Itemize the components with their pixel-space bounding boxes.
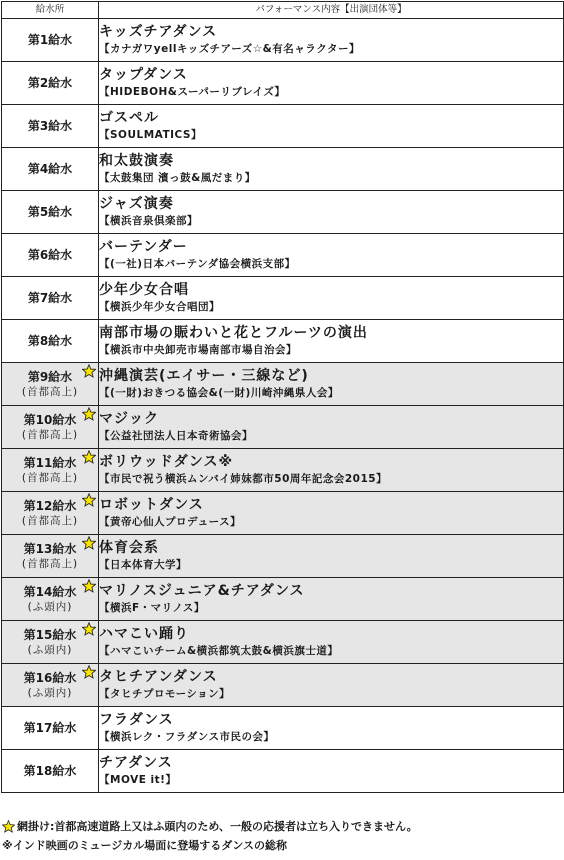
table-header-row [2, 2, 564, 19]
station-name: 第13給水 [23, 541, 77, 556]
station-cell [2, 62, 99, 105]
asterisk-note-text: ※インド映画のミュージカル場面に登場するダンスの総称 [2, 839, 288, 852]
performance-title: マジック [99, 411, 159, 427]
performer-group: 【MOVE it!】 [99, 774, 177, 786]
station-name: 第3給水 [27, 118, 73, 133]
performance-cell [99, 492, 564, 535]
performer-group: 【横浜少年少女合唱団】 [99, 301, 220, 313]
performer-group: 【横浜音泉倶楽部】 [99, 215, 198, 227]
station-location: (首都高上) [21, 514, 79, 527]
table-row [2, 19, 564, 62]
table-row [2, 535, 564, 578]
performer-group: 【(一社)日本バーテンダ協会横浜支部】 [99, 258, 296, 270]
star-icon [82, 536, 96, 550]
star-icon [2, 820, 15, 833]
star-note-text: 網掛け:首都高速道路上又はふ頭内のため、一般の応援者は立ち入りできません。 [17, 820, 418, 833]
performer-group: 【HIDEBOH&スーパーリブレイズ】 [99, 86, 286, 98]
performer-group: 【横浜F・マリノス】 [99, 602, 205, 614]
performance-cell [99, 664, 564, 707]
performance-title: 沖縄演芸(エイサー・三線など) [99, 368, 309, 384]
performance-title: フラダンス [99, 712, 174, 728]
footnotes [2, 817, 562, 855]
station-cell [2, 535, 99, 578]
performer-group: 【横浜市中央卸売市場南部市場自治会】 [99, 344, 297, 356]
table-row [2, 191, 564, 234]
station-name: 第1給水 [27, 32, 73, 47]
performance-cell [99, 191, 564, 234]
star-icon [82, 622, 96, 636]
station-location: (ふ頭内) [27, 600, 73, 613]
performance-cell [99, 62, 564, 105]
table-row [2, 277, 564, 320]
table-row [2, 62, 564, 105]
station-name: 第5給水 [27, 204, 73, 219]
table-row [2, 105, 564, 148]
performance-title: 体育会系 [99, 540, 159, 556]
performance-title: ボリウッドダンス※ [99, 454, 234, 470]
station-cell [2, 664, 99, 707]
station-name: 第6給水 [27, 247, 73, 262]
table-row [2, 750, 564, 793]
station-location: (首都高上) [21, 428, 79, 441]
star-icon [82, 493, 96, 507]
performance-cell [99, 707, 564, 750]
performer-group: 【ハマこいチーム&横浜都筑太鼓&横浜旗士道】 [99, 645, 339, 657]
performance-cell [99, 406, 564, 449]
performance-cell [99, 750, 564, 793]
star-icon [82, 364, 96, 378]
station-location: (ふ頭内) [27, 686, 73, 699]
performer-group: 【太鼓集団 濱っ鼓&風だまり】 [99, 172, 256, 184]
station-cell [2, 621, 99, 664]
performance-cell [99, 621, 564, 664]
performance-title: タヒチアンダンス [99, 669, 218, 685]
performance-title: バーテンダー [99, 239, 188, 255]
station-name: 第2給水 [27, 75, 73, 90]
table-row [2, 148, 564, 191]
table-row [2, 234, 564, 277]
station-name: 第12給水 [23, 498, 77, 513]
station-cell [2, 578, 99, 621]
station-name: 第15給水 [23, 627, 77, 642]
performance-title: マリノスジュニア&チアダンス [99, 583, 305, 599]
station-cell [2, 320, 99, 363]
star-icon [82, 407, 96, 421]
station-cell [2, 363, 99, 406]
station-name: 第11給水 [23, 455, 77, 470]
performance-title: チアダンス [99, 755, 173, 771]
performance-title: ロボットダンス [99, 497, 204, 513]
station-cell [2, 406, 99, 449]
performance-cell [99, 234, 564, 277]
station-cell [2, 492, 99, 535]
station-cell [2, 191, 99, 234]
performance-cell [99, 535, 564, 578]
station-location: (首都高上) [21, 557, 79, 570]
station-cell [2, 148, 99, 191]
table-row [2, 707, 564, 750]
station-name: 第17給水 [23, 720, 77, 735]
performance-title: 南部市場の賑わいと花とフルーツの演出 [99, 325, 368, 341]
station-cell [2, 449, 99, 492]
station-location: (ふ頭内) [27, 643, 73, 656]
station-location: (首都高上) [21, 471, 79, 484]
star-icon [82, 450, 96, 464]
table-row [2, 449, 564, 492]
header-performance: パフォーマンス内容【出演団体等】 [99, 2, 564, 19]
station-cell [2, 105, 99, 148]
performance-title: タップダンス [99, 67, 188, 83]
star-icon [82, 579, 96, 593]
performance-title: ハマこい踊り [99, 626, 189, 642]
performance-cell [99, 105, 564, 148]
station-name: 第4給水 [27, 161, 73, 176]
performance-cell [99, 449, 564, 492]
performer-group: 【カナガワyellキッズチアーズ☆&有名ャラクター】 [99, 43, 361, 55]
performance-cell [99, 19, 564, 62]
performance-title: ゴスペル [99, 110, 159, 126]
performer-group: 【(一財)おきつる協会&(一財)川崎沖縄県人会】 [99, 387, 339, 399]
station-name: 第16給水 [23, 670, 77, 685]
performer-group: 【黄帝心仙人プロデュース】 [99, 516, 242, 528]
performance-cell [99, 363, 564, 406]
station-name: 第7給水 [27, 290, 73, 305]
performer-group: 【横浜レク・フラダンス市民の会】 [99, 731, 275, 743]
table-row [2, 621, 564, 664]
performer-group: 【タヒチプロモーション】 [99, 688, 231, 700]
station-name: 第8給水 [27, 333, 73, 348]
performance-schedule-table [1, 1, 564, 793]
performance-title: ジャズ演奏 [99, 196, 174, 212]
station-cell [2, 277, 99, 320]
performance-cell [99, 320, 564, 363]
station-location: (首都高上) [21, 385, 79, 398]
station-cell [2, 750, 99, 793]
performance-title: 少年少女合唱 [99, 282, 189, 298]
asterisk-note [2, 836, 562, 855]
station-name: 第10給水 [23, 412, 77, 427]
performer-group: 【SOULMATICS】 [99, 129, 202, 141]
table-row [2, 406, 564, 449]
station-name: 第18給水 [23, 763, 77, 778]
table-row [2, 578, 564, 621]
performer-group: 【公益社団法人日本奇術協会】 [99, 430, 253, 442]
performance-cell [99, 277, 564, 320]
performance-title: 和太鼓演奏 [99, 153, 174, 169]
performer-group: 【市民で祝う横浜ムンバイ姉妹都市50周年記念会2015】 [99, 473, 388, 485]
performance-cell [99, 578, 564, 621]
station-name: 第14給水 [23, 584, 77, 599]
performance-title: キッズチアダンス [99, 24, 218, 40]
station-cell [2, 234, 99, 277]
table-row [2, 664, 564, 707]
station-name: 第9給水 [27, 369, 73, 384]
performance-cell [99, 148, 564, 191]
station-cell [2, 19, 99, 62]
table-row [2, 492, 564, 535]
table-body [2, 19, 564, 793]
table-row [2, 320, 564, 363]
table-row [2, 363, 564, 406]
star-icon [82, 665, 96, 679]
header-station: 給水所 [2, 2, 99, 19]
star-note [2, 817, 562, 836]
performer-group: 【日本体育大学】 [99, 559, 187, 571]
station-cell [2, 707, 99, 750]
